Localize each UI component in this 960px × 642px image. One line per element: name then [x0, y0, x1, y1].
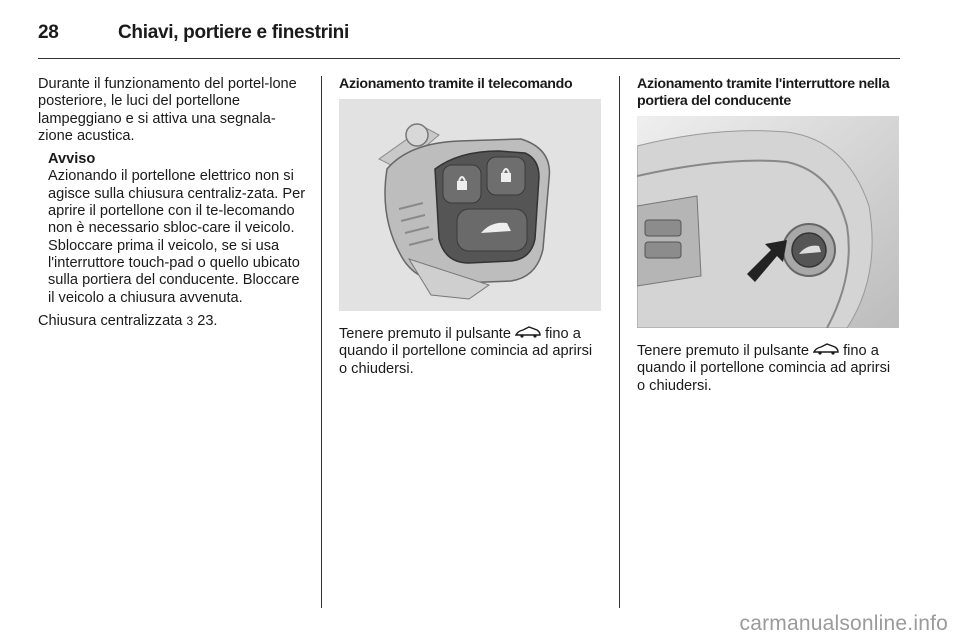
remote-instruction	[339, 325, 603, 378]
remote-key-fob-illustration	[339, 99, 601, 311]
cross-reference	[38, 313, 308, 330]
page-title: Chiavi, portiere e finestrini	[118, 22, 349, 43]
cross-reference-page: 23.	[197, 312, 218, 329]
remote-instruction-before: Tenere premuto il pulsante	[339, 326, 511, 342]
column-2	[339, 76, 603, 378]
notice-box	[48, 151, 308, 307]
car-tailgate-icon-svg	[813, 343, 839, 355]
door-switch-svg	[637, 116, 899, 328]
remote-key-svg	[339, 99, 601, 311]
driver-door-switch-illustration	[637, 116, 899, 328]
notice-body: Azionando il portellone elettrico non si agisce sulla chiusura centraliz-zata. Per aprire il portellone con il te-lecomando non è necessario sbloc-care il veicolo. Sbloccare prima il veicolo, se si usa l'interruttore touch-pad o quello ubicato sulla portiera del conducente. Bloccare il veicolo a chiusura avvenuta.	[48, 168, 306, 306]
cross-reference-text: Chiusura centralizzata	[38, 312, 183, 329]
intro-paragraph: Durante il funzionamento del portel-lone posteriore, le luci del portellone lampeggiano e si attiva una segnala-zione acustica.	[38, 76, 297, 144]
column-1	[38, 76, 308, 330]
car-tailgate-icon	[813, 342, 839, 359]
section-heading-door-switch: Azionamento tramite l'interruttore nella portiera del conducente	[637, 76, 890, 109]
remote-instruction-after: fino a quando il portellone comincia ad aprirsi o chiudersi.	[339, 326, 593, 377]
door-instruction-after: fino a quando il portellone comincia ad aprirsi o chiudersi.	[637, 343, 891, 394]
column-divider	[619, 76, 620, 608]
watermark: carmanualsonline.info	[739, 612, 948, 635]
column-divider	[321, 76, 322, 608]
page-number: 28	[38, 22, 59, 43]
notice-title: Avviso	[48, 151, 96, 168]
car-tailgate-icon-svg	[515, 326, 541, 338]
door-instruction-before: Tenere premuto il pulsante	[637, 343, 809, 359]
page-header	[38, 18, 900, 59]
door-instruction	[637, 342, 901, 395]
reference-arrow-icon: 3	[186, 313, 194, 328]
column-3	[637, 76, 901, 395]
section-heading-remote: Azionamento tramite il telecomando	[339, 76, 573, 92]
car-tailgate-icon	[515, 325, 541, 342]
